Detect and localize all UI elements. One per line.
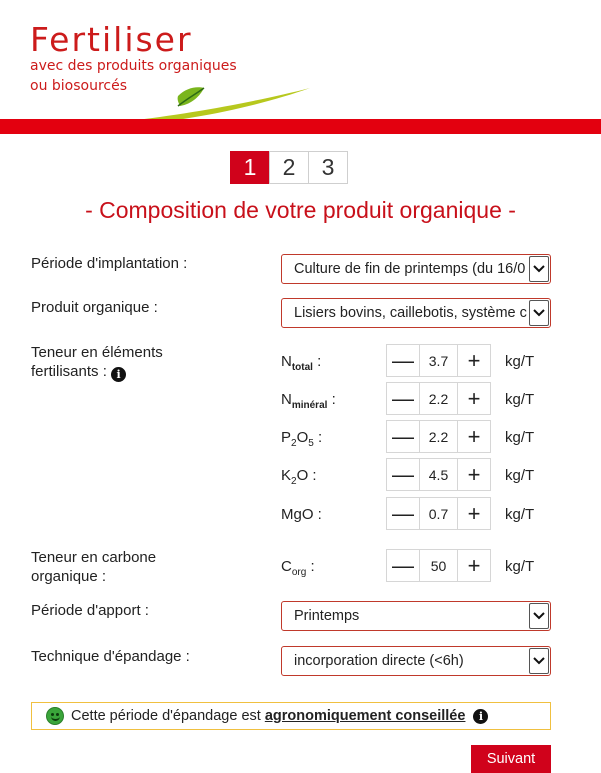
plus-icon[interactable]: + <box>467 500 481 526</box>
chevron-down-icon[interactable] <box>529 300 549 326</box>
periode-implantation-label: Période d'implantation : <box>31 255 188 272</box>
info-icon[interactable]: i <box>473 709 488 724</box>
n-mineral-input[interactable]: 2.2 <box>419 383 458 414</box>
teneur-carbone-label-line2: organique : <box>31 568 107 585</box>
technique-epandage-label: Technique d'épandage : <box>31 648 190 665</box>
next-button[interactable]: Suivant <box>471 745 551 773</box>
periode-implantation-value: Culture de fin de printemps (du 16/0 <box>294 261 526 277</box>
n-total-stepper <box>386 344 491 377</box>
c-org-unit: kg/T <box>505 558 535 575</box>
technique-epandage-select[interactable] <box>281 646 551 676</box>
smiley-icon <box>46 707 64 725</box>
minus-icon[interactable]: — <box>392 347 414 373</box>
n-total-input[interactable]: 3.7 <box>419 345 458 376</box>
periode-apport-label: Période d'apport : <box>31 602 149 619</box>
logo-subtitle-line1: avec des produits organiques <box>30 58 237 74</box>
logo-subtitle-line2: ou biosourcés <box>30 78 128 94</box>
k2o-label: $K_2O$ : <box>281 467 317 487</box>
c-org-label: $C_{org}$ : <box>281 558 315 578</box>
header-red-bar <box>0 119 601 134</box>
minus-icon[interactable]: — <box>392 385 414 411</box>
periode-apport-select[interactable] <box>281 601 551 631</box>
k2o-stepper <box>386 458 491 491</box>
teneur-elements-label-line2: fertilisants : <box>31 363 107 380</box>
minus-icon[interactable]: — <box>392 461 414 487</box>
logo-title: Fertiliser <box>30 20 193 59</box>
c-org-stepper <box>386 549 491 582</box>
mgo-unit: kg/T <box>505 506 535 523</box>
advice-text: Cette période d'épandage est <box>71 708 261 724</box>
c-org-input[interactable]: 50 <box>419 550 458 581</box>
minus-icon[interactable]: — <box>392 423 414 449</box>
produit-organique-value: Lisiers bovins, caillebotis, système c <box>294 305 527 321</box>
step-3[interactable]: 3 <box>308 151 348 184</box>
technique-epandage-value: incorporation directe (<6h) <box>294 653 464 669</box>
logo <box>28 22 328 112</box>
teneur-elements-label-line1: Teneur en éléments <box>31 344 163 361</box>
advice-box <box>31 702 551 730</box>
chevron-down-icon[interactable] <box>529 603 549 629</box>
n-total-unit: kg/T <box>505 353 535 370</box>
chevron-down-icon[interactable] <box>529 256 549 282</box>
chevron-down-icon[interactable] <box>529 648 549 674</box>
teneur-carbone-label <box>31 548 156 586</box>
plus-icon[interactable]: + <box>467 461 481 487</box>
step-2[interactable]: 2 <box>269 151 309 184</box>
k2o-unit: kg/T <box>505 467 535 484</box>
n-mineral-stepper <box>386 382 491 415</box>
mgo-label: MgO : <box>281 506 322 523</box>
k2o-input[interactable]: 4.5 <box>419 459 458 490</box>
plus-icon[interactable]: + <box>467 423 481 449</box>
step-indicator <box>231 151 348 184</box>
p2o5-unit: kg/T <box>505 429 535 446</box>
info-icon[interactable]: i <box>111 367 126 382</box>
mgo-stepper <box>386 497 491 530</box>
periode-implantation-select[interactable] <box>281 254 551 284</box>
plus-icon[interactable]: + <box>467 385 481 411</box>
minus-icon[interactable]: — <box>392 500 414 526</box>
minus-icon[interactable]: — <box>392 552 414 578</box>
step-1[interactable]: 1 <box>230 151 270 184</box>
page-title: - Composition de votre produit organique - <box>85 197 516 223</box>
periode-apport-value: Printemps <box>294 608 360 624</box>
p2o5-input[interactable]: 2.2 <box>419 421 458 452</box>
n-mineral-label: $N_{minéral}$ : <box>281 391 336 411</box>
mgo-input[interactable]: 0.7 <box>419 498 458 529</box>
teneur-elements-label <box>31 343 163 382</box>
p2o5-label: $P_2O_5$ : <box>281 429 323 449</box>
n-mineral-unit: kg/T <box>505 391 535 408</box>
plus-icon[interactable]: + <box>467 552 481 578</box>
teneur-carbone-label-line1: Teneur en carbone <box>31 549 157 566</box>
produit-organique-label: Produit organique : <box>31 299 158 316</box>
n-total-label: $N_{total}$ : <box>281 353 322 373</box>
advice-link[interactable]: agronomiquement conseillée <box>264 708 466 724</box>
p2o5-stepper <box>386 420 491 453</box>
produit-organique-select[interactable] <box>281 298 551 328</box>
plus-icon[interactable]: + <box>467 347 481 373</box>
